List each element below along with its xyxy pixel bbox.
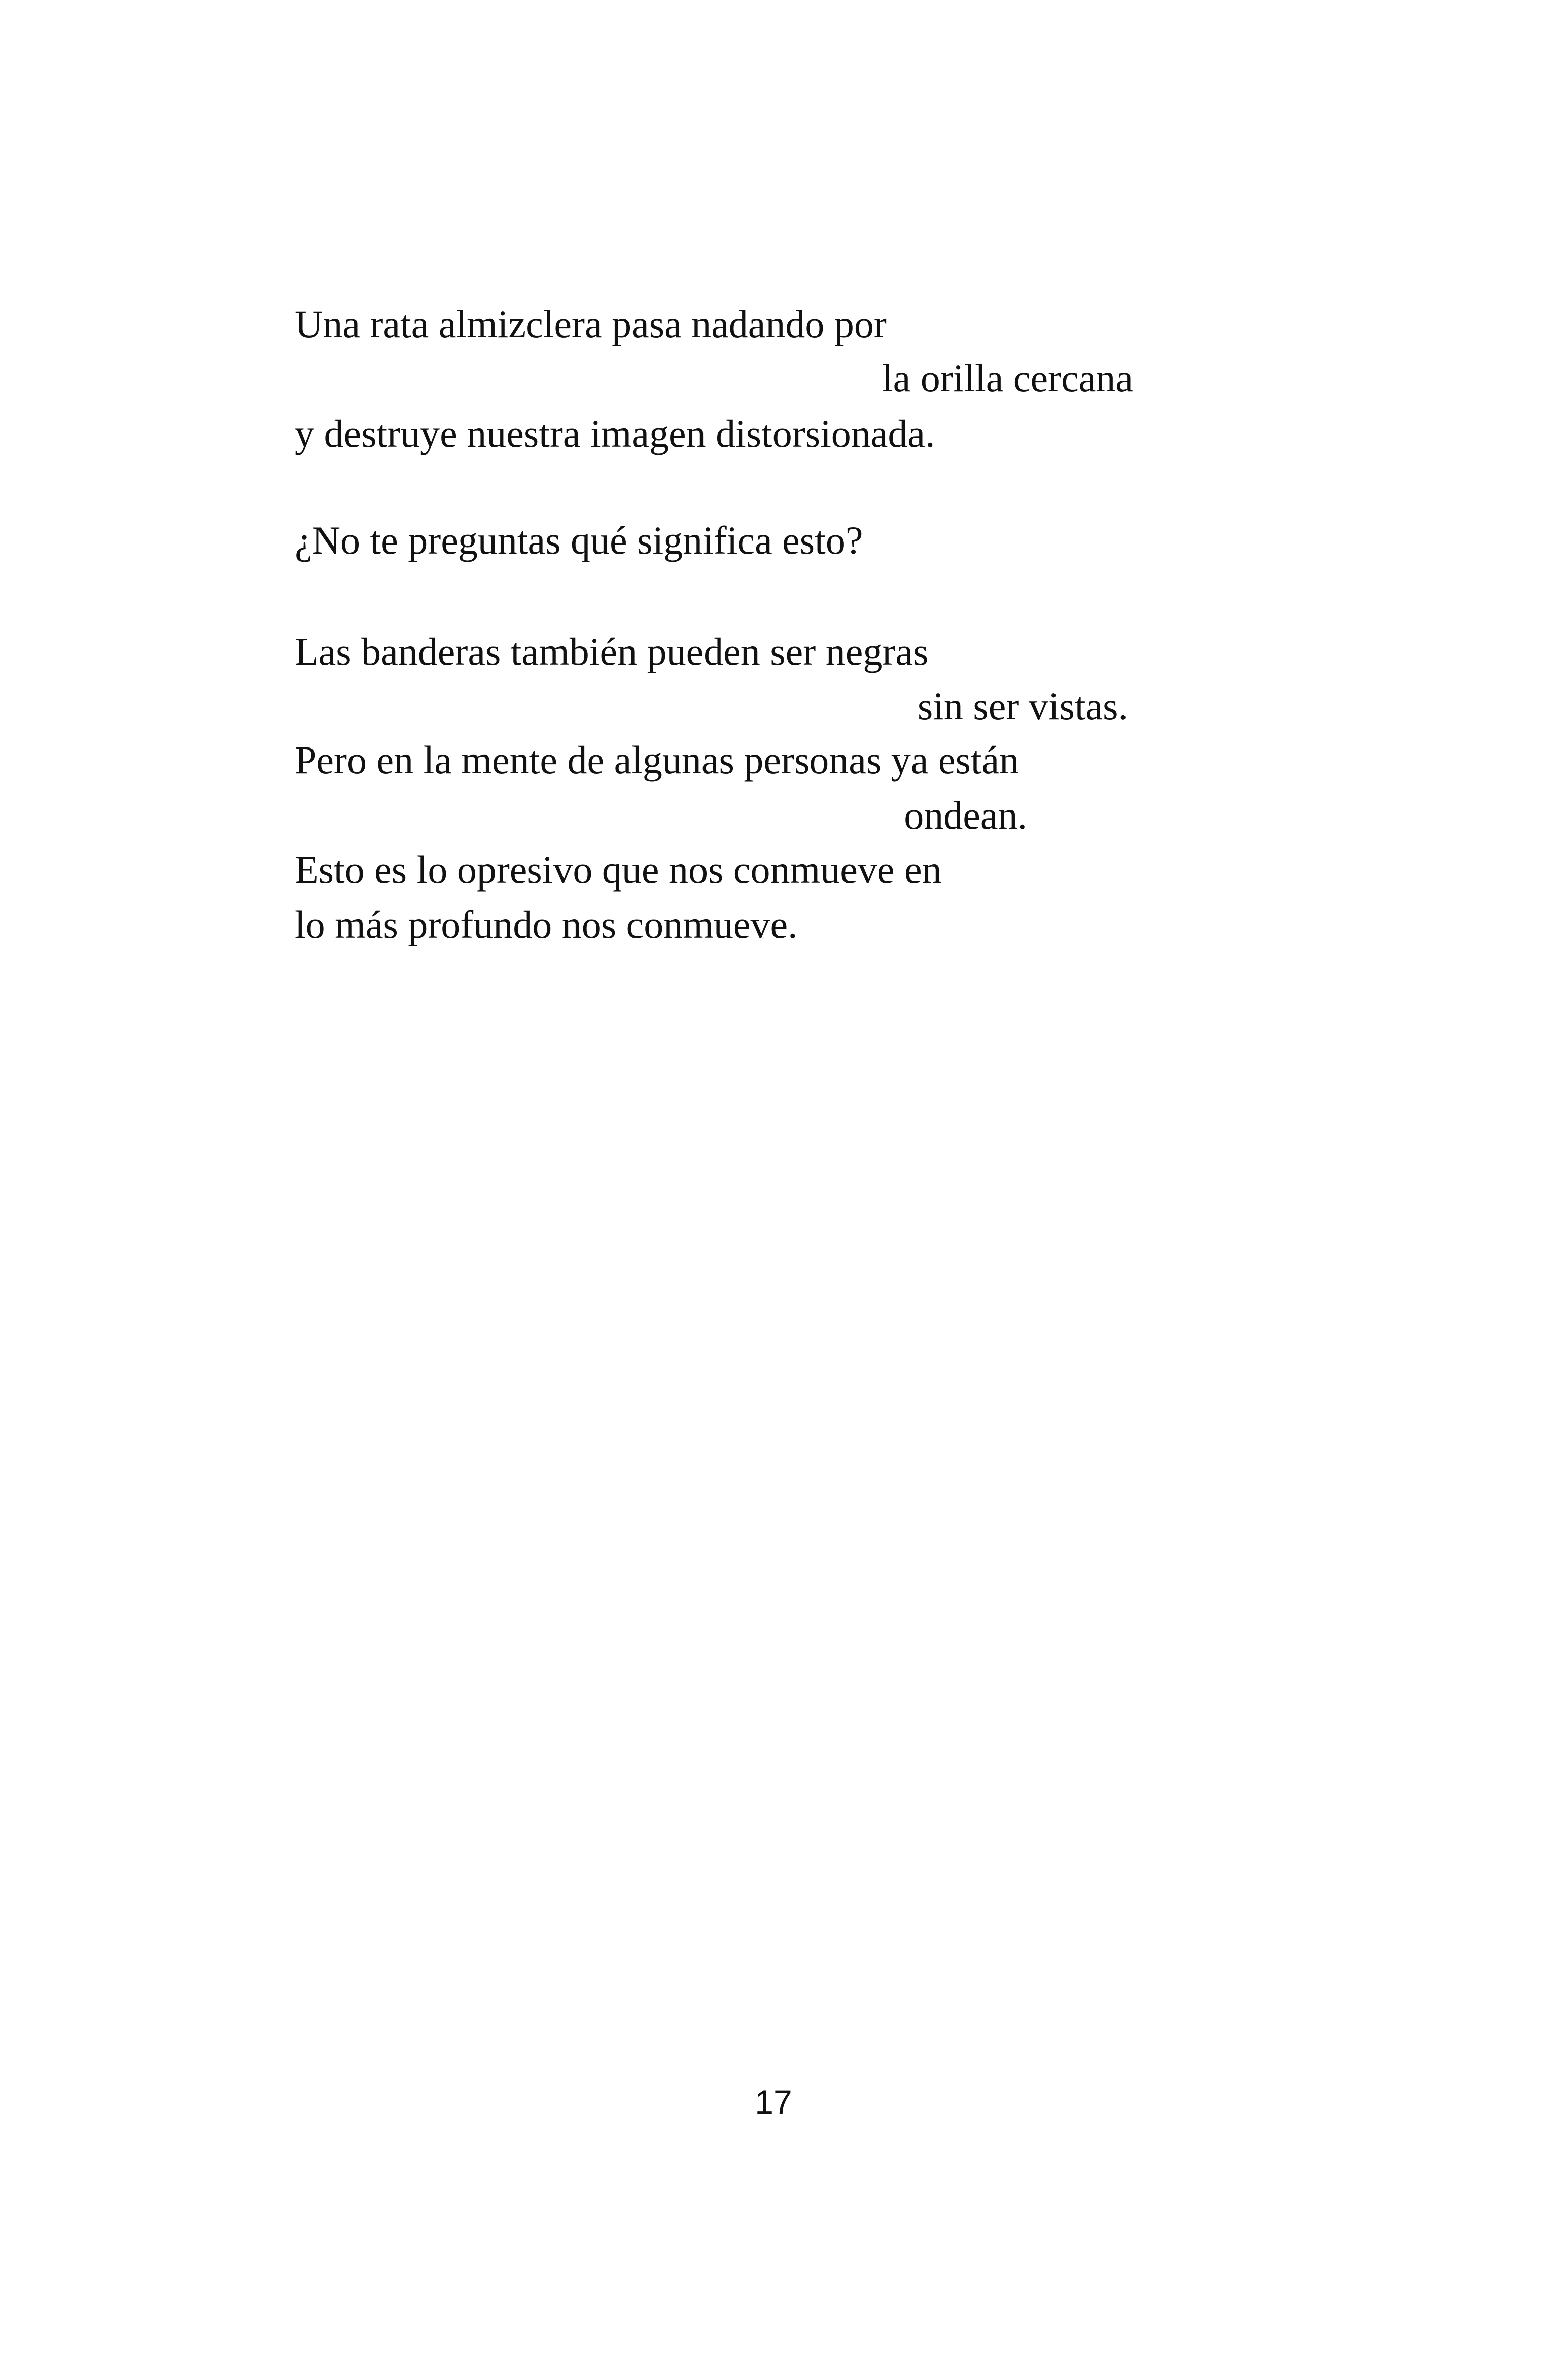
poem-line-indented: ondean. <box>904 793 1027 837</box>
page-number: 17 <box>755 2083 792 2121</box>
poem-line: Esto es lo opresivo que nos conmueve en <box>295 848 942 892</box>
poem-line: lo más profundo nos conmueve. <box>295 903 798 946</box>
poem-line: Las banderas también pueden ser negras <box>295 630 929 673</box>
poem-line: Una rata almizclera pasa nadando por <box>295 302 887 346</box>
poem-line: Pero en la mente de algunas personas ya están <box>295 738 1019 782</box>
poem-line-indented: sin ser vistas. <box>917 684 1128 728</box>
poem-line: ¿No te preguntas qué significa esto? <box>295 518 863 562</box>
poem-line: y destruye nuestra imagen distorsionada. <box>295 412 935 455</box>
poem-line-indented: la orilla cercana <box>882 356 1133 400</box>
